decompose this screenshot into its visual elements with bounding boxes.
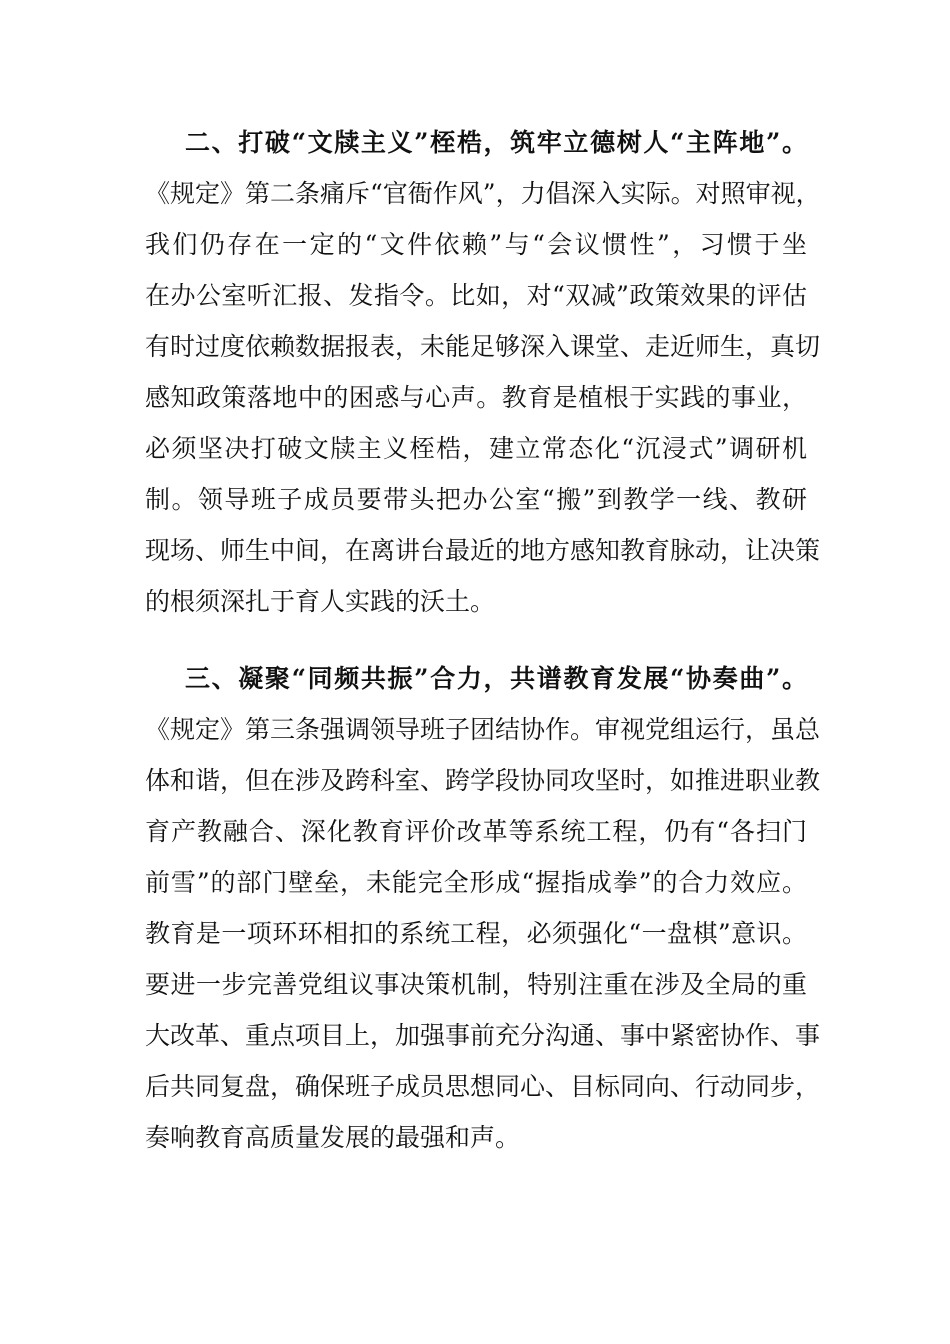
- paragraph-line: 奏响教育高质量发展的最强和声。: [145, 1123, 521, 1152]
- paragraph-line: 大改革、重点项目上，加强事前充分沟通、事中紧密协作、事: [145, 1021, 821, 1050]
- paragraph-line: 的根须深扎于育人实践的沃土。: [145, 587, 496, 616]
- paragraph-line: 在办公室听汇报、发指令。比如，对“双减”政策效果的评估: [145, 281, 807, 310]
- paragraph-line: 制。领导班子成员要带头把办公室“搬”到教学一线、教研: [145, 485, 807, 514]
- paragraph-line: 要进一步完善党组议事决策机制，特别注重在涉及全局的重: [145, 970, 807, 999]
- paragraph-line: 《规定》第二条痛斥“官衙作风”，力倡深入实际。对照审视，: [145, 179, 821, 208]
- paragraph-line: 必须坚决打破文牍主义桎梏，建立常态化“沉浸式”调研机: [145, 434, 807, 463]
- paragraph-line: 教育是一项环环相扣的系统工程，必须强化“一盘棋”意识。: [145, 919, 807, 948]
- paragraph-line: 体和谐，但在涉及跨科室、跨学段协同攻坚时，如推进职业教: [145, 766, 821, 795]
- paragraph-line: 感知政策落地中的困惑与心声。教育是植根于实践的事业，: [145, 383, 807, 412]
- paragraph-line: 我们仍存在一定的“文件依赖”与“会议惯性”，习惯于坐: [145, 230, 807, 259]
- section-3-heading: 三、凝聚“同频共振”合力，共谱教育发展“协奏曲”。: [185, 664, 807, 693]
- paragraph-line: 育产教融合、深化教育评价改革等系统工程，仍有“各扫门: [145, 817, 807, 846]
- paragraph-line: 前雪”的部门壁垒，未能完全形成“握指成拳”的合力效应。: [145, 868, 807, 897]
- paragraph-line: 后共同复盘，确保班子成员思想同心、目标同向、行动同步，: [145, 1072, 821, 1101]
- paragraph-line: 有时过度依赖数据报表，未能足够深入课堂、走近师生，真切: [145, 332, 821, 361]
- section-2-heading: 二、打破“文牍主义”桎梏，筑牢立德树人“主阵地”。: [185, 128, 807, 157]
- paragraph-line: 现场、师生中间，在离讲台最近的地方感知教育脉动，让决策: [145, 536, 821, 565]
- paragraph-line: 《规定》第三条强调领导班子团结协作。审视党组运行，虽总: [145, 715, 821, 744]
